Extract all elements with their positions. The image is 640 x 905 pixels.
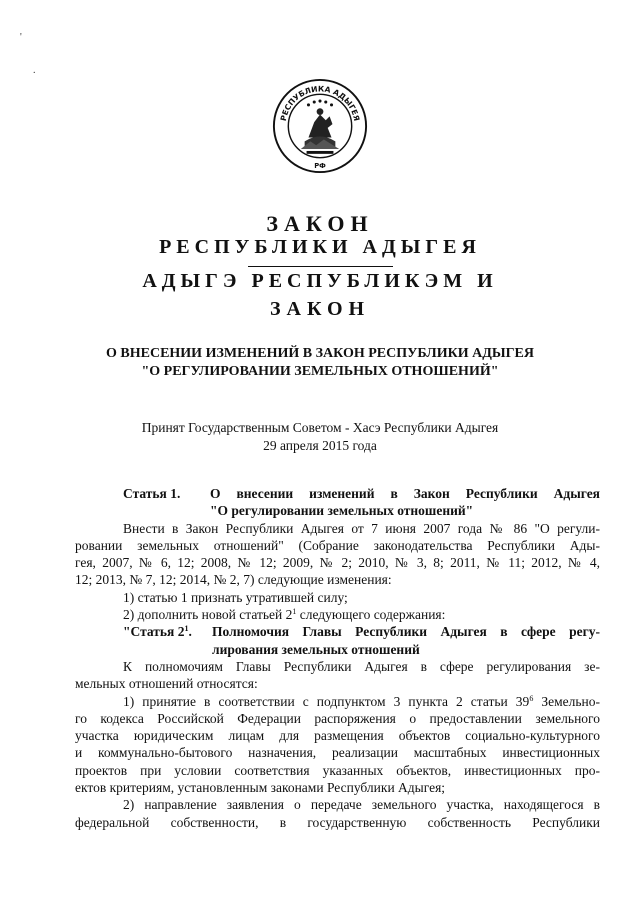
article2-heading [75,623,600,640]
body-line: и коммунально-бытового назначения, реализации масштабных инвестиционных [75,745,600,761]
adopted-date: 29 апреля 2015 года [263,438,377,453]
body-line: мельных отношений относятся: [75,676,258,692]
body-line: 1) принятие в соответствии с подпунктом 3 пункта 2 статьи $39^6$ Земельно- [123,693,600,709]
subject-line1: О ВНЕСЕНИИ ИЗМЕНЕНИЙ В ЗАКОН РЕСПУБЛИКИ АДЫГЕЯ [106,346,534,361]
law-body [75,485,600,831]
heading-divider [248,266,393,267]
body-line: ектов критериям, установленным законами Республики Адыгея; [75,780,446,796]
republic-heading: РЕСПУБЛИКИ АДЫГЕЯ [159,236,481,258]
svg-text:РЕСПУБЛИКА АДЫГЕЯ: РЕСПУБЛИКА АДЫГЕЯ [278,84,362,122]
body-line: К полномочиям Главы Республики Адыгея в сфере регулирования зе- [123,658,600,674]
article1-heading [75,485,600,502]
body-line: гея, 2007, № 6, 12; 2008, № 12; 2009, № 2; 2010, № 3, 8; 2011, № 11; 2012, № 4, [75,555,600,571]
article2-label: "Статья $2^1$. [123,624,192,640]
body-line: 2) направление заявления о передаче земельного участка, находящегося в [123,797,600,813]
scan-speck: ' [20,32,22,43]
scan-speck: . [33,65,36,76]
body-line: 12; 2013, № 7, 12; 2014, № 2, 7) следующие изменения: [75,572,392,588]
subject-line2: "О РЕГУЛИРОВАНИИ ЗЕМЕЛЬНЫХ ОТНОШЕНИЙ" [141,364,499,379]
body-line: Внести в Закон Республики Адыгея от 7 июня 2007 года № 86 "О регули- [123,520,600,536]
adyghe-heading-line1: АДЫГЭ РЕСПУБЛИКЭМ И [142,270,498,292]
body-line: ровании земельных отношений" (Собрание законодательства Республики Ады- [75,537,600,553]
svg-text:РФ: РФ [314,162,326,171]
adopted-by: Принят Государственным Советом - Хасэ Республики Адыгея [141,420,499,435]
list-item: 2) дополнить новой статьей $2^1$ следующего содержания: [123,607,446,623]
adyghe-heading-line2: ЗАКОН [269,298,371,320]
article1-title-line2: "О регулировании земельных отношений" [210,503,474,519]
article1-title-line1: О внесении изменений в Закон Республики Адыгея [210,486,600,501]
body-line: участка юридическим лицам для размещения объектов социально-культурного [75,728,600,744]
law-heading: ЗАКОН [266,211,374,236]
article2-title-line2: лирования земельных отношений [212,641,420,657]
article1-label: Статья 1. [123,486,181,501]
body-line: проектов при условии соответствия указанных объектов, инвестиционных про- [75,762,600,778]
body-line: федеральной собственности, в государственную собственность Республики [75,814,600,830]
body-line: го кодекса Российской Федерации распоряжения о предоставлении земельного [75,710,600,726]
list-item: 1) статью 1 признать утратившей силу; [123,589,348,605]
article2-title-line1: Полномочия Главы Республики Адыгея в сфере регу- [212,624,600,640]
coat-of-arms-emblem [272,78,368,174]
